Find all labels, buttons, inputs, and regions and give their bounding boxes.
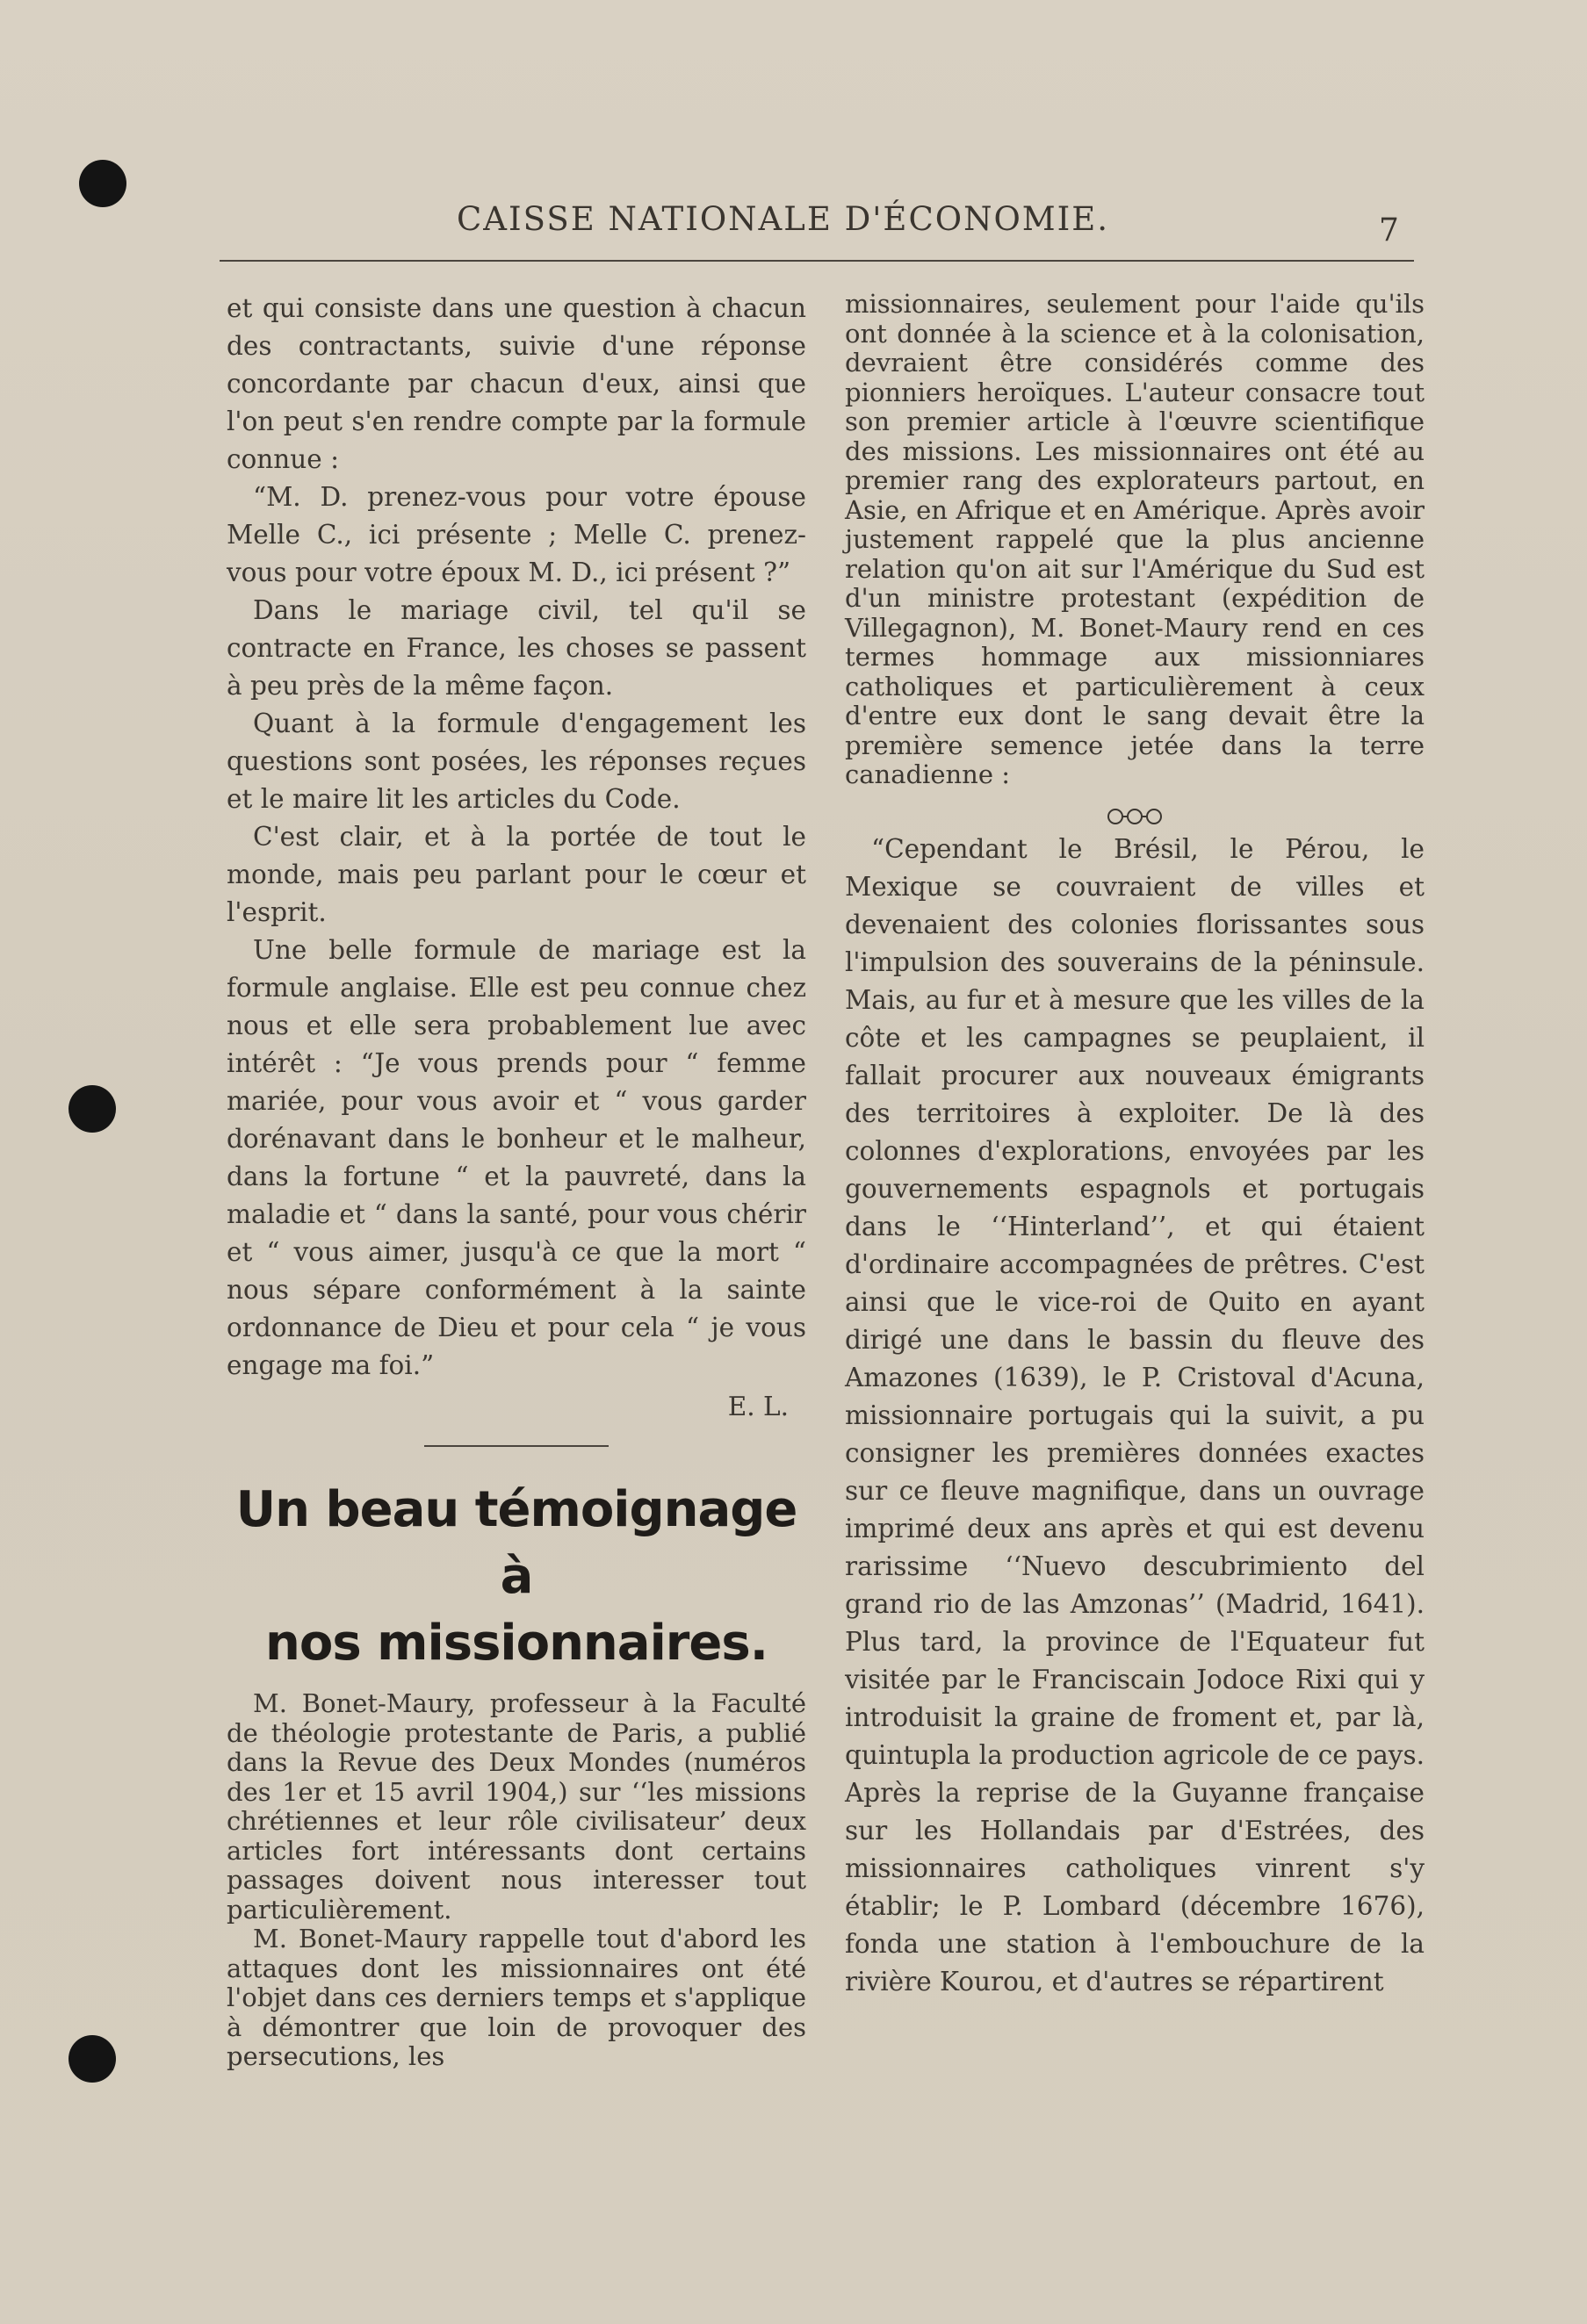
punch-hole	[79, 160, 126, 207]
paragraph: Dans le mariage civil, tel qu'il se contracte en France, les choses se passent à peu près de la même façon.	[227, 595, 806, 701]
article-title-line: nos missionnaires.	[265, 1615, 768, 1672]
paragraph: C'est clair, et à la portée de tout le monde, mais peu parlant pour le cœur et l'esprit.	[227, 822, 806, 927]
running-header	[220, 195, 1414, 256]
paragraph: M. Bonet-Maury rappelle tout d'abord les attaques dont les missionnaires ont été l'objet dans ces derniers temps et s'applique à démontrer que loin de provoquer des persecutions, les	[227, 1924, 806, 2071]
paragraph: missionnaires, seulement pour l'aide qu'ils ont donnée à la science et à la colonisation, devraient être considérés comme des pionniers heroïques. L'auteur consacre tout son premier article à l'œuvre scientifique des missions. Les missionnaires ont été au premier rang des explorateurs partout, en Asie, en Afrique et en Amérique. Après avoir justement rappelé que la plus ancienne relation qu'on ait sur l'Amérique du Sud est d'un ministre protestant (expédition de Villegagnon), M. Bonet-Maury rend en ces termes hommage aux missionniares catholiques et particulièrement à ceux d'entre eux dont le sang devait être la première semence jetée dans la terre canadienne :	[845, 289, 1425, 789]
right-column	[845, 290, 1425, 2001]
paragraph: Quant à la formule d'engagement les questions sont posées, les réponses reçues et le maire lit les articles du Code.	[227, 709, 806, 814]
left-column	[227, 290, 806, 2072]
ornament-icon	[845, 799, 1425, 818]
punch-hole	[69, 2035, 116, 2083]
article-title	[227, 1477, 806, 1677]
page-number: 7	[1379, 212, 1399, 248]
paragraph: “Cependant le Brésil, le Pérou, le Mexique se couvraient de villes et devenaient des colonies florissantes sous l'impulsion des souverains de la péninsule. Mais, au fur et à mesure que les villes de la côte et les campagnes se peuplaient, il fallait procurer aux nouveaux émigrants des territoires à exploiter. De là des colonnes d'explorations, envoyées par les gouvernements espagnols et portugais dans le ‘‘Hinterland’’, et qui étaient d'ordinaire accompagnées de prêtres. C'est ainsi que le vice-roi de Quito en ayant dirigé une dans le bassin du fleuve des Amazones (1639), le P. Cristoval d'Acuna, missionnaire portugais qui la suivit, a pu consigner les premières données exactes sur ce fleuve magnifique, dans un ouvrage imprimé deux ans après et qui est devenu rarissime ‘‘Nuevo descubrimiento del grand rio de las Amzonas’’ (Madrid, 1641). Plus tard, la province de l'Equateur fut visitée par le Franciscain Jodoce Rixi qui y introduisit la graine de froment et, par là, quintupla la production agricole de ce pays. Après la reprise de la Guyanne française sur les Hollandais par d'Estrées, des missionnaires catholiques vinrent s'y établir; le P. Lombard (décembre 1676), fonda une station à l'embouchure de la rivière Kourou, et d'autres se répartirent	[845, 833, 1425, 1997]
punch-hole	[69, 1085, 116, 1133]
paragraph: “M. D. prenez-vous pour votre épouse Melle C., ici présente ; Melle C. prenez-vous pour votre époux M. D., ici présent ?”	[227, 482, 806, 587]
paragraph: et qui consiste dans une question à chacun des contractants, suivie d'une réponse concordante par chacun d'eux, ainsi que l'on peut s'en rendre compte par la formule connue :	[227, 293, 806, 474]
header-rule	[220, 260, 1414, 262]
paragraph: M. Bonet-Maury, professeur à la Faculté de théologie protestante de Paris, a publié dans la Revue des Deux Mondes (numéros des 1er et 15 avril 1904,) sur ‘‘les missions chrétiennes et leur rôle civilisateur’ deux articles fort intéressants dont certains passages doivent nous interesser tout particulièrement.	[227, 1688, 806, 1925]
article-title-line: Un beau témoignage à	[235, 1481, 797, 1605]
header-title: CAISSE NATIONALE D'ÉCONOMIE.	[457, 200, 1110, 238]
section-divider	[424, 1445, 609, 1447]
signature: E. L.	[727, 1392, 789, 1421]
article-body	[227, 1689, 806, 2072]
paragraph: Une belle formule de mariage est la formule anglaise. Elle est peu connue chez nous et elle sera probablement lue avec intérêt : “Je vous prends pour “ femme mariée, pour vous avoir et “ vous garder dorénavant dans le bonheur et le malheur, dans la fortune “ et la pauvreté, dans la maladie et “ dans la santé, pour vous chérir et “ vous aimer, jusqu'à ce que la mort “ nous sépare conformément à la sainte ordonnance de Dieu et pour cela “ je vous engage ma foi.”	[227, 935, 806, 1380]
